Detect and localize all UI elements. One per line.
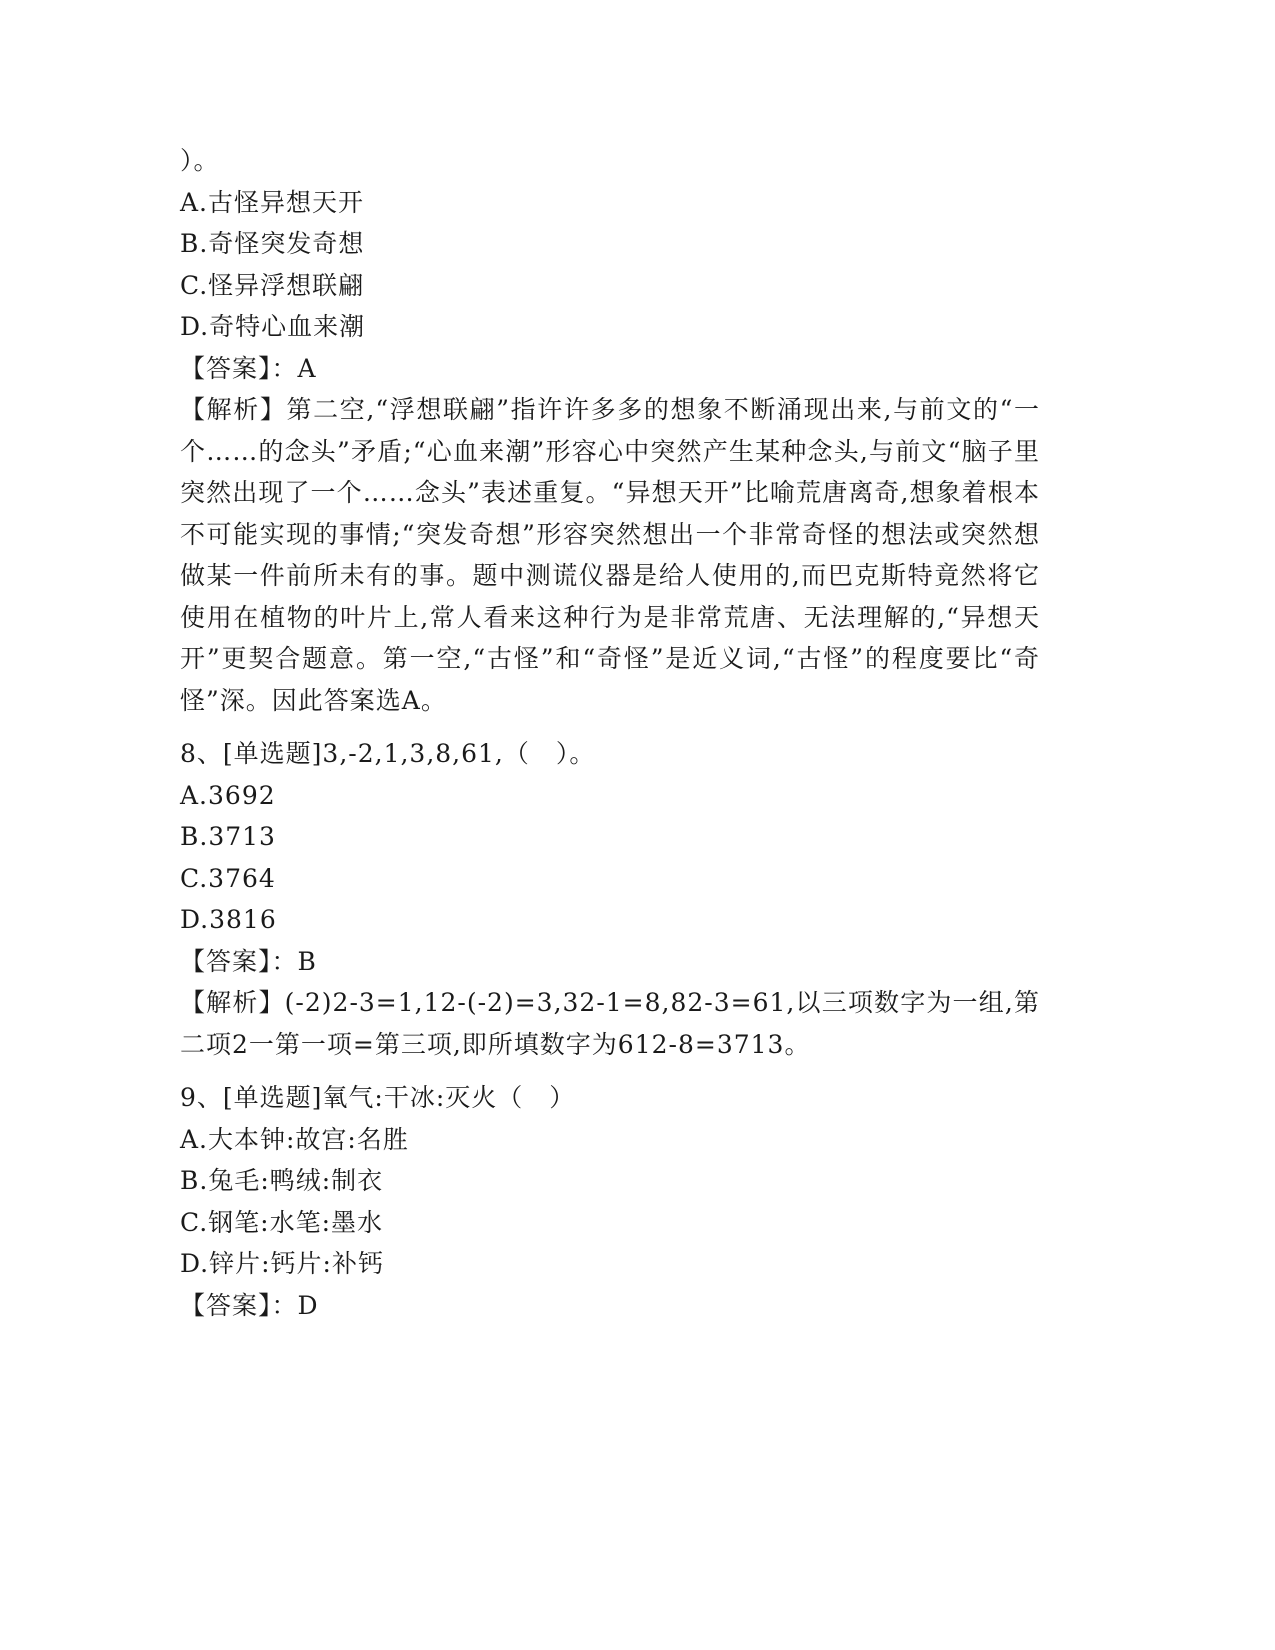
question-9-answer: 【答案】：D	[180, 1290, 319, 1320]
question-8-block	[180, 733, 1040, 1065]
question-7-option-b: B.奇怪突发奇想	[180, 229, 365, 258]
question-8-option-b: B.3713	[180, 822, 276, 851]
question-9-option-a: A.大本钟:故宫:名胜	[180, 1124, 409, 1154]
question-8-option-a: A.3692	[180, 780, 276, 810]
question-7-block	[180, 140, 1040, 721]
question-7-analysis: 【解析】第二空,“浮想联翩”指许许多多的想象不断涌现出来,与前文的“一个……的念头”矛盾;“心血来潮”形容心中突然产生某种念头,与前文“脑子里突然出现了一个……念头”表述重复。“异想天开”比喻荒唐离奇,想象着根本不可能实现的事情;“突发奇想”形容突然想出一个非常奇怪的想法或突然想做某一件前所未有的事。题中测谎仪器是给人使用的,而巴克斯特竟然将它使用在植物的叶片上,常人看来这种行为是非常荒唐、无法理解的,“异想天开”更契合题意。第一空,“古怪”和“奇怪”是近义词,“古怪”的程度要比“奇怪”深。因此答案选A。	[180, 395, 1040, 715]
question-9-option-b: B.兔毛:鸭绒:制衣	[180, 1166, 384, 1195]
question-9-option-d: D.锌片:钙片:补钙	[180, 1249, 384, 1278]
document-page	[180, 140, 1040, 1326]
question-8-option-c: C.3764	[180, 863, 276, 893]
question-9-block	[180, 1077, 1040, 1326]
section-gap	[180, 721, 1040, 733]
question-8-analysis: 【解析】(-2)2-3=1,12-(-2)=3,32-1=8,82-3=61,以三项数字为一组,第二项2一第一项=第三项,即所填数字为612-8=3713。	[180, 988, 1040, 1059]
question-7-option-d: D.奇特心血来潮	[180, 312, 366, 341]
question-7-option-c: C.怪异浮想联翩	[180, 270, 365, 300]
question-7-answer: 【答案】：A	[180, 353, 317, 383]
section-gap	[180, 1065, 1040, 1077]
question-9-option-c: C.钢笔:水笔:墨水	[180, 1207, 384, 1237]
question-7-option-a: A.古怪异想天开	[180, 187, 365, 217]
question-8-stem: 8、[单选题]3,-2,1,3,8,61,（ ）。	[180, 739, 596, 768]
question-8-option-d: D.3816	[180, 905, 277, 934]
question-8-answer: 【答案】：B	[180, 946, 317, 976]
question-9-stem: 9、[单选题]氧气:干冰:灭火（ ）	[180, 1083, 576, 1112]
question-7-stem-tail: ）。	[180, 146, 220, 175]
